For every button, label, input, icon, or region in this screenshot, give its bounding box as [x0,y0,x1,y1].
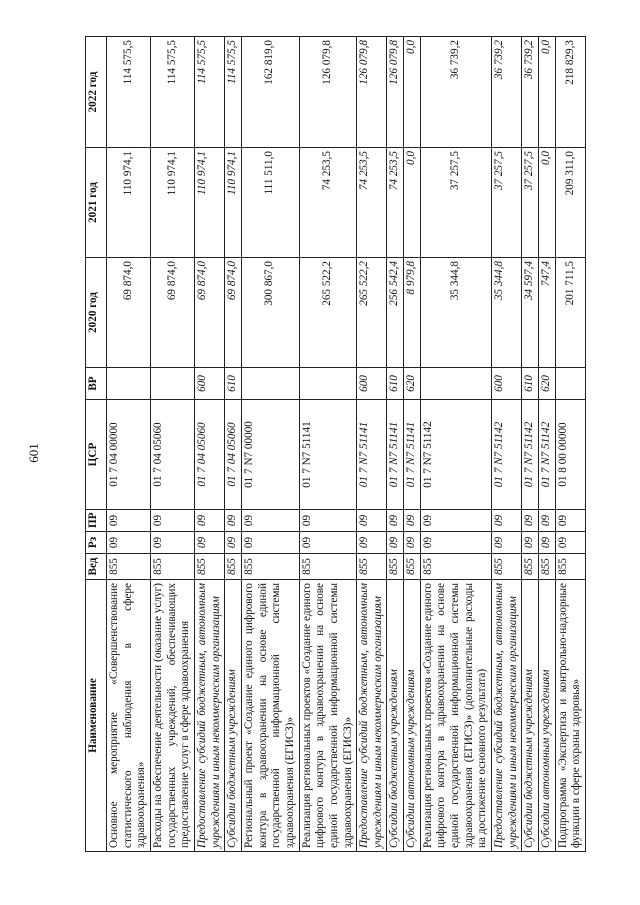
table-row [492,37,522,852]
row-name: Реализация региональных проектов «Создание единого цифрового контура в здравоохранении на основе единой государственной информационной системы здравоохранения (ЕГИСЗ)» (дополнительные расходы на достижение основного результата) [420,580,491,852]
row-ved: 855 [492,554,522,580]
row-name: Субсидии бюджетным учреждениям [225,580,242,852]
row-2022: 114 575,5 [225,37,242,148]
row-2021: 111 511,0 [241,148,299,258]
row-2020: 256 542,4 [387,258,404,368]
table-row [420,37,491,852]
rotated-page-content [85,37,625,852]
header-rz: Рз [86,532,107,554]
row-name: Реализация региональных проектов «Создание единого цифрового контура в здравоохранении на основе единой государственной информационной системы здравоохранения (ЕГИСЗ)» [299,580,357,852]
row-ved: 855 [107,554,151,580]
row-ved: 855 [150,554,194,580]
row-2020: 265 522,2 [357,258,387,368]
row-vr: 620 [404,368,421,400]
row-vr [150,368,194,400]
row-name: Субсидии автономным учреждениям [539,580,556,852]
budget-table [85,36,586,852]
row-ved: 855 [522,554,539,580]
row-pr: 09 [420,510,491,532]
row-csr: 01 7 N7 51141 [299,400,357,510]
row-vr: 610 [225,368,242,400]
row-csr: 01 7 N7 00000 [241,400,299,510]
row-2021: 110 974,1 [107,148,151,258]
row-vr [555,368,585,400]
page-number: 601 [26,443,41,463]
row-2021: 37 257,5 [420,148,491,258]
table-row [107,37,151,852]
row-vr [107,368,151,400]
row-csr: 01 7 04 00000 [107,400,151,510]
header-name: Наименование [86,580,107,852]
header-ved: Вед [86,554,107,580]
row-2021: 110 974,1 [194,148,224,258]
table-row [539,37,556,852]
row-2021: 0,0 [404,148,421,258]
row-2022: 126 079,8 [299,37,357,148]
row-2022: 114 575,5 [107,37,151,148]
row-2021: 110 974,1 [225,148,242,258]
row-2020: 35 344,8 [492,258,522,368]
row-2020: 747,4 [539,258,556,368]
row-ved: 855 [555,554,585,580]
row-rz: 09 [387,532,404,554]
row-2021: 74 253,5 [357,148,387,258]
row-2021: 0,0 [539,148,556,258]
row-csr: 01 7 N7 51141 [387,400,404,510]
row-vr: 610 [522,368,539,400]
table-row [404,37,421,852]
row-2022: 218 829,3 [555,37,585,148]
header-csr: ЦСР [86,400,107,510]
header-vr: ВР [86,368,107,400]
row-2021: 209 311,0 [555,148,585,258]
row-2022: 36 739,2 [522,37,539,148]
row-vr: 600 [492,368,522,400]
row-pr: 09 [357,510,387,532]
row-2020: 265 522,2 [299,258,357,368]
row-2020: 69 874,0 [107,258,151,368]
row-name: Субсидии бюджетным учреждениям [387,580,404,852]
row-2021: 37 257,5 [492,148,522,258]
row-rz: 09 [404,532,421,554]
header-2022: 2022 год [86,37,107,148]
row-rz: 09 [522,532,539,554]
row-name: Субсидии автономным учреждениям [404,580,421,852]
header-2020: 2020 год [86,258,107,368]
row-rz: 09 [555,532,585,554]
row-pr: 09 [107,510,151,532]
row-rz: 09 [420,532,491,554]
row-ved: 855 [404,554,421,580]
table-row [357,37,387,852]
row-pr: 09 [299,510,357,532]
row-csr: 01 7 N7 51142 [539,400,556,510]
row-name: Субсидии бюджетным учреждениям [522,580,539,852]
row-name: Предоставление субсидий бюджетным, автономным учреждениям и иным некоммерческим организациям [357,580,387,852]
row-csr: 01 8 00 00000 [555,400,585,510]
row-ved: 855 [299,554,357,580]
row-rz: 09 [357,532,387,554]
row-name: Предоставление субсидий бюджетным, автономным учреждениям и иным некоммерческим организациям [194,580,224,852]
row-vr: 600 [357,368,387,400]
row-vr [299,368,357,400]
row-pr: 09 [150,510,194,532]
row-2020: 201 711,5 [555,258,585,368]
row-vr: 620 [539,368,556,400]
row-ved: 855 [357,554,387,580]
row-rz: 09 [194,532,224,554]
table-row [150,37,194,852]
row-csr: 01 7 04 05060 [225,400,242,510]
row-pr: 09 [522,510,539,532]
row-ved: 855 [225,554,242,580]
row-csr: 01 7 N7 51141 [357,400,387,510]
row-csr: 01 7 04 05060 [150,400,194,510]
row-2020: 69 874,0 [150,258,194,368]
row-csr: 01 7 N7 51142 [492,400,522,510]
row-2021: 74 253,5 [299,148,357,258]
row-2020: 69 874,0 [194,258,224,368]
table-row [241,37,299,852]
row-2020: 69 874,0 [225,258,242,368]
header-2021: 2021 год [86,148,107,258]
row-pr: 09 [387,510,404,532]
row-pr: 09 [555,510,585,532]
table-row [555,37,585,852]
row-rz: 09 [150,532,194,554]
row-2022: 114 575,5 [194,37,224,148]
row-2021: 110 974,1 [150,148,194,258]
row-2022: 126 079,8 [357,37,387,148]
row-rz: 09 [225,532,242,554]
row-2021: 37 257,5 [522,148,539,258]
row-name: Подпрограмма «Экспертиза и контрольно-надзорные функции в сфере охраны здоровья» [555,580,585,852]
row-2022: 114 575,5 [150,37,194,148]
row-pr: 09 [404,510,421,532]
row-2020: 34 597,4 [522,258,539,368]
row-name: Региональный проект «Создание единого цифрового контура в здравоохранении на основе единой государственной информационной системы здравоохранения (ЕГИСЗ)» [241,580,299,852]
row-ved: 855 [420,554,491,580]
row-2022: 36 739,2 [492,37,522,148]
table-row [225,37,242,852]
row-rz: 09 [107,532,151,554]
table-row [299,37,357,852]
row-csr: 01 7 N7 51142 [522,400,539,510]
row-ved: 855 [539,554,556,580]
row-name: Основное мероприятие «Совершенствование статистического наблюдения в сфере здравоохранения» [107,580,151,852]
row-vr [241,368,299,400]
row-pr: 09 [539,510,556,532]
row-rz: 09 [492,532,522,554]
row-2022: 0,0 [539,37,556,148]
row-pr: 09 [241,510,299,532]
row-2020: 35 344,8 [420,258,491,368]
row-csr: 01 7 N7 51142 [420,400,491,510]
row-name: Расходы на обеспечение деятельности (оказание услуг) государственных учреждений, обеспечивающих предоставление услуг в сфере здравоохранения [150,580,194,852]
table-header-row [86,37,107,852]
row-vr: 600 [194,368,224,400]
row-name: Предоставление субсидий бюджетным, автономным учреждениям и иным некоммерческим организациям [492,580,522,852]
row-2022: 162 819,0 [241,37,299,148]
row-csr: 01 7 04 05060 [194,400,224,510]
row-2022: 36 739,2 [420,37,491,148]
row-pr: 09 [225,510,242,532]
row-2020: 8 979,8 [404,258,421,368]
row-2020: 300 867,0 [241,258,299,368]
row-rz: 09 [241,532,299,554]
row-csr: 01 7 N7 51141 [404,400,421,510]
row-2021: 74 253,5 [387,148,404,258]
table-row [387,37,404,852]
row-ved: 855 [241,554,299,580]
row-2022: 126 079,8 [387,37,404,148]
row-pr: 09 [492,510,522,532]
row-rz: 09 [539,532,556,554]
table-row [522,37,539,852]
table-row [194,37,224,852]
row-pr: 09 [194,510,224,532]
row-rz: 09 [299,532,357,554]
row-vr [420,368,491,400]
row-ved: 855 [387,554,404,580]
row-ved: 855 [194,554,224,580]
row-2022: 0,0 [404,37,421,148]
header-pr: ПР [86,510,107,532]
row-vr: 610 [387,368,404,400]
